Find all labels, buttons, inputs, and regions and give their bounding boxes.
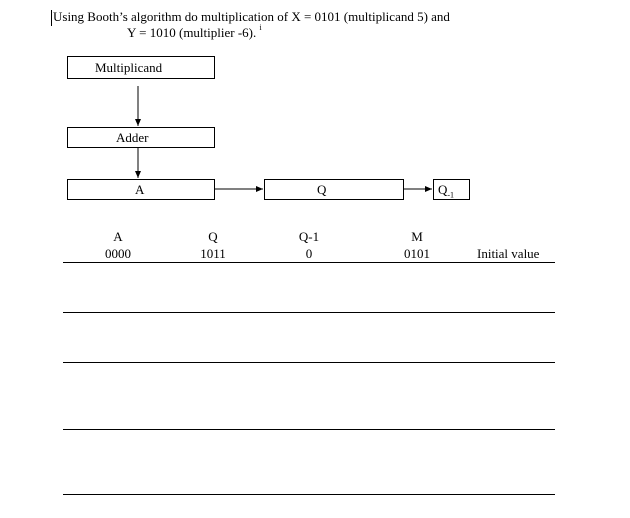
a-register-label: A xyxy=(135,182,145,197)
question-line-2-text: Y = 1010 (multiplier -6). xyxy=(127,25,257,40)
question-line-1: Using Booth’s algorithm do multiplication of X = 0101 (multiplicand 5) and xyxy=(53,9,450,24)
question-line-2 xyxy=(127,25,262,41)
header-m: M xyxy=(411,229,423,244)
header-q: Q xyxy=(208,229,218,244)
header-q-minus1: Q-1 xyxy=(298,229,320,244)
initial-q-minus1: 0 xyxy=(305,246,313,261)
header-a: A xyxy=(113,229,123,244)
multiplicand-box xyxy=(67,56,215,79)
a-register-box xyxy=(67,179,215,200)
adder-box xyxy=(67,127,215,148)
row-rule-5 xyxy=(63,494,555,495)
row-rule-4 xyxy=(63,429,555,430)
text-cursor xyxy=(51,10,52,26)
initial-m: 0101 xyxy=(404,246,430,261)
q-register-box xyxy=(264,179,404,200)
row-rule-3 xyxy=(63,362,555,363)
q-register-label: Q xyxy=(317,182,327,197)
q-minus1-sub: -1 xyxy=(447,190,455,200)
q-minus1-label xyxy=(438,183,454,200)
multiplicand-label: Multiplicand xyxy=(95,60,163,75)
initial-value-note: Initial value xyxy=(477,246,540,261)
initial-a: 0000 xyxy=(105,246,131,261)
q-minus1-box xyxy=(433,179,470,200)
row-rule-2 xyxy=(63,312,555,313)
adder-label: Adder xyxy=(116,130,149,145)
row-rule-1 xyxy=(63,262,555,263)
initial-q: 1011 xyxy=(200,246,226,261)
footnote-mark: i xyxy=(259,23,262,32)
q-minus1-main: Q xyxy=(438,182,448,197)
